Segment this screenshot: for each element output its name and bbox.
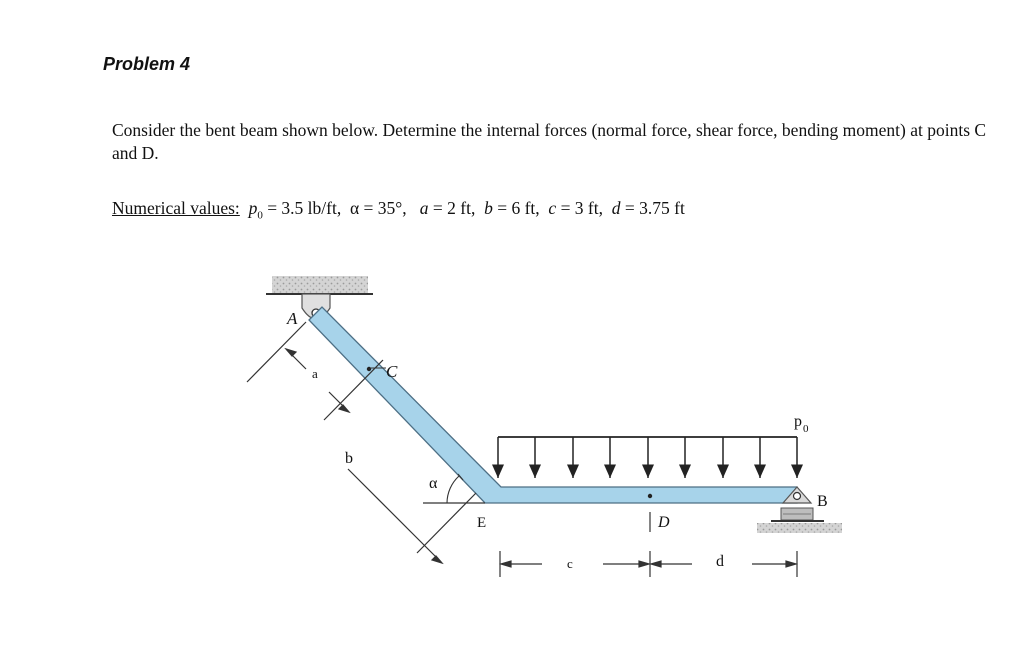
dimension-horizontal: [500, 551, 797, 577]
distributed-load: [498, 437, 797, 478]
ground-top: [266, 276, 373, 294]
value-d: = 3.75 ft: [624, 198, 685, 218]
point-c-marker: [367, 367, 371, 371]
bent-beam: [309, 307, 797, 503]
label-b-point: B: [817, 493, 828, 510]
problem-statement: Consider the bent beam shown below. Determine the internal forces (normal force, shear force, bending moment) at points C and D.: [112, 120, 987, 163]
point-d-marker: [648, 494, 652, 498]
dimension-c-label: c: [567, 556, 573, 571]
dimension-b-label: b: [345, 450, 353, 467]
label-p0: [794, 413, 809, 435]
value-p0: = 3.5 lb/ft: [267, 198, 337, 218]
value-c: = 3 ft: [560, 198, 599, 218]
dimension-d-label: d: [716, 553, 724, 570]
label-p0-main: p: [794, 413, 802, 430]
dimension-a-label: a: [312, 366, 318, 381]
value-alpha: = 35°: [363, 198, 403, 218]
value-b: = 6 ft: [497, 198, 536, 218]
numerical-values-label: Numerical values:: [112, 198, 240, 218]
problem-heading: Problem 4: [103, 54, 191, 74]
numerical-values: Numerical values: $p_0 = 3.5$ lb/ft, α = 35°, a = 2 ft, b = 6 ft, c = 3 ft, d = 3.75 ft: [112, 198, 685, 222]
label-c-point: C: [386, 362, 398, 381]
label-a-point: A: [287, 309, 298, 328]
label-alpha: α: [429, 475, 438, 492]
label-d-point: D: [658, 514, 670, 531]
label-p0-sub: 0: [803, 423, 809, 435]
label-e-point: E: [477, 515, 487, 531]
value-a: = 2 ft: [432, 198, 471, 218]
